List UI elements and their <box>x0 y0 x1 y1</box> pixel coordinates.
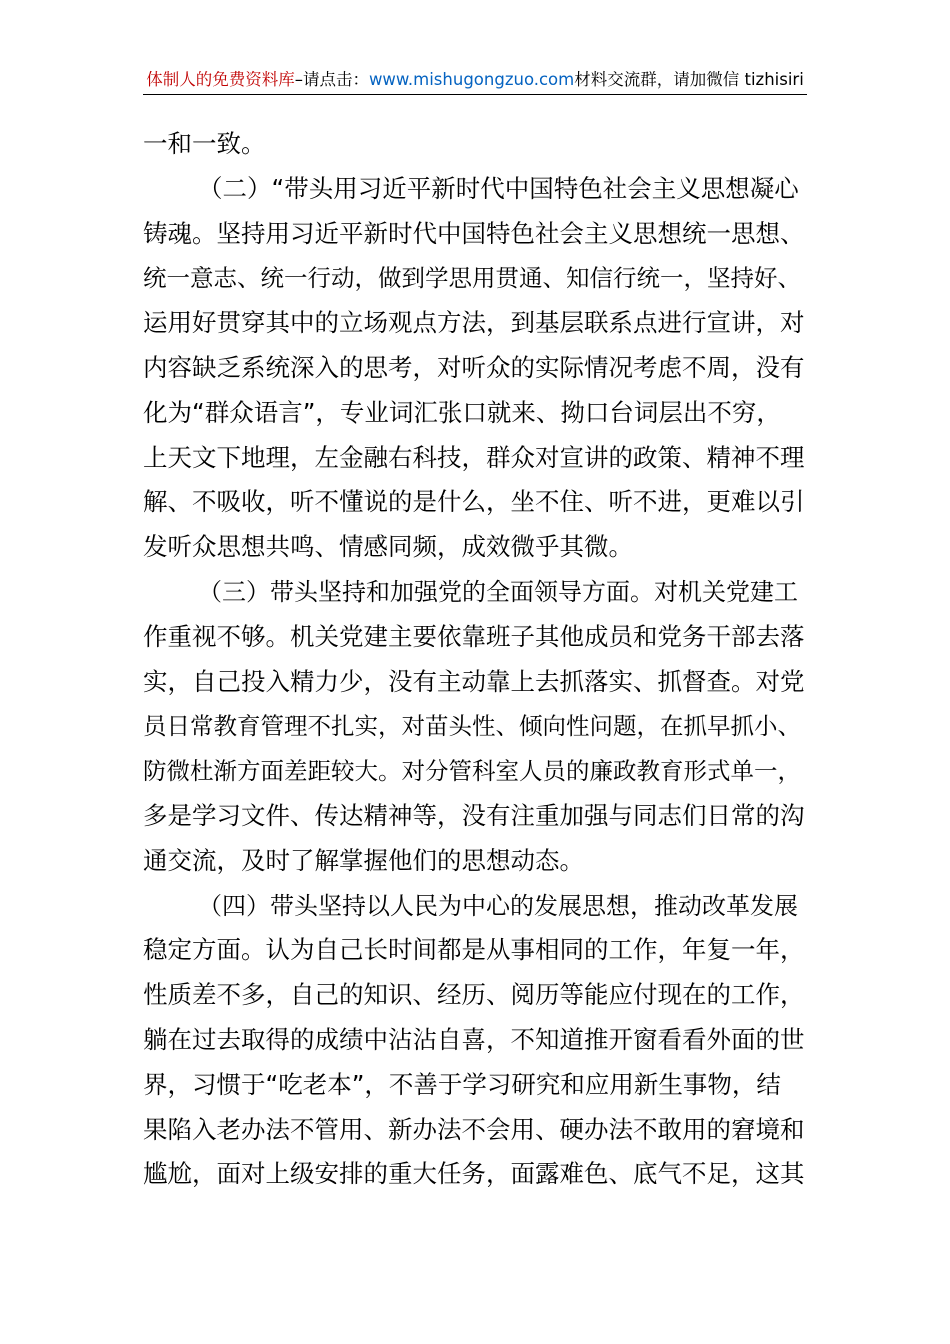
text-line: 运用好贯穿其中的立场观点方法，到基层联系点进行宣讲，对 <box>143 308 805 338</box>
text-line: （四）带头坚持以人民为中心的发展思想，推动改革发展 <box>198 891 798 920</box>
text-line: 解、不吸收，听不懂说的是什么，坐不住、听不进，更难以引 <box>143 487 805 517</box>
text-line: （二）“带头用习近平新时代中国特色社会主义思想凝心 <box>198 173 799 203</box>
text-line: 性质差不多，自己的知识、经历、阅历等能应付现在的工作， <box>143 980 805 1010</box>
text-line: 员日常教育管理不扎实，对苗头性、倾向性问题，在抓早抓小、 <box>143 712 801 741</box>
text-line: 界，习惯于“吃老本”，不善于学习研究和应用新生事物，结 <box>143 1069 781 1099</box>
text-line: 实，自己投入精力少，没有主动靠上去抓落实、抓督查。对党 <box>143 666 805 696</box>
text-line: （三）带头坚持和加强党的全面领导方面。对机关党建工 <box>198 577 798 606</box>
text-line: 铸魂。坚持用习近平新时代中国特色社会主义思想统一思想、 <box>143 218 805 248</box>
text-line: 作重视不够。机关党建主要依靠班子其他成员和党务干部去落 <box>143 621 805 651</box>
text-line: 稳定方面。认为自己长时间都是从事相同的工作，年复一年， <box>143 935 805 965</box>
text-line: 统一意志、统一行动，做到学思用贯通、知信行统一，坚持好、 <box>143 264 801 293</box>
text-line: 上天文下地理，左金融右科技，群众对宣讲的政策、精神不理 <box>143 442 805 472</box>
text-line: 防微杜渐方面差距较大。对分管科室人员的廉政教育形式单一， <box>143 757 801 786</box>
text-line: 一和一致。 <box>143 129 266 158</box>
page-header <box>143 66 807 95</box>
header-wechat-group: 材料交流群，请加微信 tizhisiri <box>574 70 804 89</box>
text-line: 内容缺乏系统深入的思考，对听众的实际情况考虑不周，没有 <box>143 352 805 382</box>
text-line: 发听众思想共鸣、情感同频，成效微乎其微。 <box>143 532 633 562</box>
text-line: 果陷入老办法不管用、新办法不会用、硬办法不敢用的窘境和 <box>143 1114 805 1144</box>
text-line: 躺在过去取得的成绩中沾沾自喜，不知道推开窗看看外面的世 <box>143 1024 805 1054</box>
header-prompt: –请点击： <box>294 70 369 89</box>
text-line: 尴尬，面对上级安排的重大任务，面露难色、底气不足，这其 <box>143 1159 805 1189</box>
text-line: 化为“群众语言”，专业词汇张口就来、拗口台词层出不穷， <box>143 397 781 427</box>
header-brand: 体制人的免费资料库 <box>146 70 295 89</box>
header-link[interactable]: www.mishugongzuo.com <box>368 70 575 89</box>
text-line: 通交流，及时了解掌握他们的思想动态。 <box>143 845 584 875</box>
document-body <box>143 122 807 1197</box>
text-line: 多是学习文件、传达精神等，没有注重加强与同志们日常的沟 <box>143 800 805 830</box>
